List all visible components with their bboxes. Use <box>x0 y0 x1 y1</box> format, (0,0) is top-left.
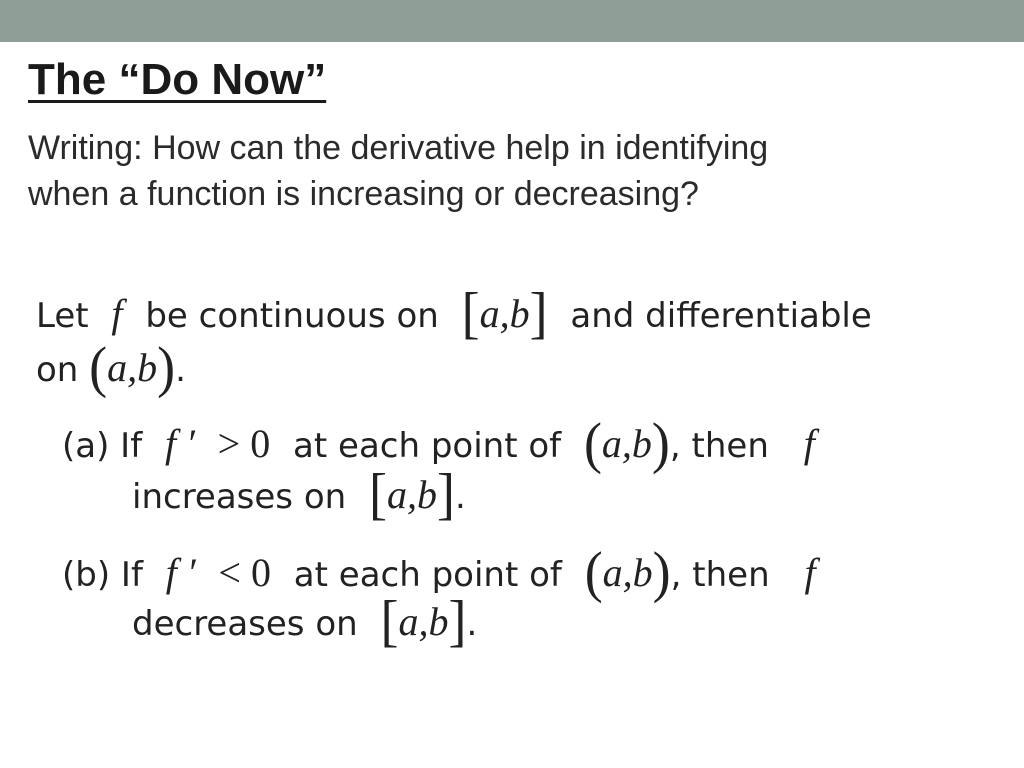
intro-on: on <box>36 350 79 390</box>
intro-continuous: be continuous on <box>145 296 439 336</box>
part-a-increases-on: increases on <box>132 477 347 517</box>
part-a-open-interval: (a,b) <box>583 411 670 475</box>
part-b-relation: < 0 <box>218 550 271 595</box>
intro-period: . <box>175 350 186 390</box>
part-a-relation: > 0 <box>217 421 271 466</box>
intro-closed-interval: [a,b] <box>461 281 548 345</box>
part-b-decreases-on: decreases on <box>132 604 358 644</box>
part-a-period: . <box>454 477 466 517</box>
part-b-period: . <box>466 604 478 644</box>
part-b-line-2 <box>132 590 477 652</box>
slide-title: The “Do Now” <box>28 55 327 104</box>
part-a-closed-interval: [a,b] <box>369 462 455 526</box>
part-a-line-2 <box>132 463 466 525</box>
intro-open-interval: (a,b) <box>89 335 176 399</box>
part-b-closed-interval: [a,b] <box>380 589 467 653</box>
intro-f: f <box>111 291 123 336</box>
part-a-then: , then <box>669 426 769 466</box>
theorem-intro-line-2 <box>36 336 186 398</box>
part-a-f-prime: f ′ <box>164 421 195 466</box>
prompt-line-1: Writing: How can the derivative help in identifying <box>28 129 769 167</box>
part-b-label: (b) If <box>62 555 143 595</box>
part-a-label: (a) If <box>62 426 143 466</box>
prompt-line-2: when a function is increasing or decreasing? <box>28 175 699 213</box>
part-b-f-prime: f ′ <box>165 550 196 595</box>
part-b-at-each-point: at each point of <box>293 555 562 595</box>
part-a-f: f <box>803 421 815 466</box>
part-b-then: , then <box>670 555 770 595</box>
intro-let: Let <box>36 296 89 336</box>
top-accent-bar <box>0 0 1024 42</box>
part-a-at-each-point: at each point of <box>293 426 562 466</box>
part-b-open-interval: (a,b) <box>584 540 671 604</box>
intro-differentiable: and differentiable <box>570 296 872 336</box>
part-b-f: f <box>804 550 816 595</box>
writing-prompt <box>28 125 988 217</box>
